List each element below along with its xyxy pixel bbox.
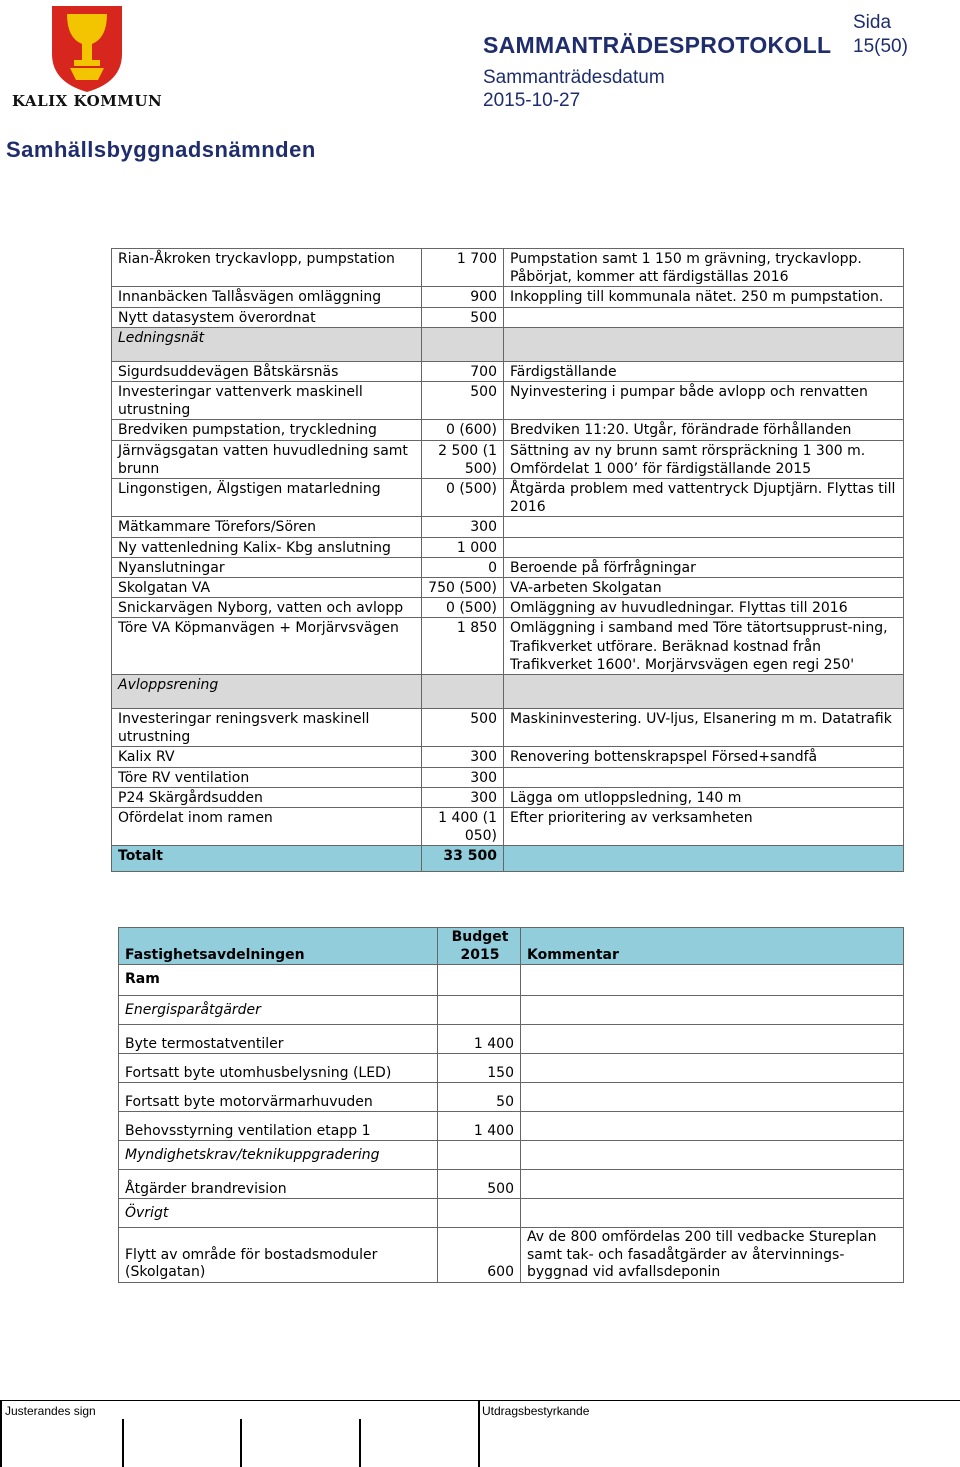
section-amount-cell bbox=[438, 1199, 521, 1228]
table-row bbox=[112, 578, 904, 598]
table-row bbox=[112, 287, 904, 307]
item-comment: Lägga om utloppsledning, 140 m bbox=[504, 787, 904, 807]
section-amount-cell bbox=[422, 327, 504, 361]
section-comment-cell bbox=[504, 327, 904, 361]
table-header-row bbox=[119, 928, 904, 965]
header-kommentar: Kommentar bbox=[521, 928, 904, 965]
item-name: Snickarvägen Nyborg, vatten och avlopp bbox=[112, 598, 422, 618]
item-name: Ny vattenledning Kalix- Kbg anslutning bbox=[112, 537, 422, 557]
table-row bbox=[112, 249, 904, 287]
item-amount: 300 bbox=[422, 767, 504, 787]
item-name: Behovsstyrning ventilation etapp 1 bbox=[119, 1112, 438, 1141]
table-row bbox=[112, 767, 904, 787]
item-name: Fortsatt byte utomhusbelysning (LED) bbox=[119, 1054, 438, 1083]
table-row bbox=[119, 1228, 904, 1283]
item-name: Mätkammare Törefors/Sören bbox=[112, 517, 422, 537]
item-amount: 0 (600) bbox=[422, 420, 504, 440]
item-name: Nytt datasystem överordnat bbox=[112, 307, 422, 327]
table-row bbox=[112, 598, 904, 618]
section-amount-cell bbox=[422, 675, 504, 709]
item-name: Töre RV ventilation bbox=[112, 767, 422, 787]
table-row bbox=[112, 557, 904, 577]
table-row bbox=[112, 618, 904, 675]
table-row bbox=[112, 808, 904, 846]
item-name: Innanbäcken Tallåsvägen omläggning bbox=[112, 287, 422, 307]
logo-text: KALIX KOMMUN bbox=[12, 92, 163, 110]
header-fastighetsavdelningen: Fastighetsavdelningen bbox=[119, 928, 438, 965]
item-amount: 0 bbox=[422, 557, 504, 577]
item-amount: 150 bbox=[438, 1054, 521, 1083]
item-name: Ofördelat inom ramen bbox=[112, 808, 422, 846]
item-amount: 1 000 bbox=[422, 537, 504, 557]
total-row bbox=[112, 846, 904, 872]
item-name: Investeringar vattenverk maskinell utrustning bbox=[112, 382, 422, 420]
table-row bbox=[119, 1170, 904, 1199]
item-amount: 500 bbox=[422, 382, 504, 420]
item-amount: 1 850 bbox=[422, 618, 504, 675]
item-comment bbox=[521, 1112, 904, 1141]
item-comment: VA-arbeten Skolgatan bbox=[504, 578, 904, 598]
total-amount: 33 500 bbox=[422, 846, 504, 872]
item-comment bbox=[504, 767, 904, 787]
item-comment: Färdigställande bbox=[504, 361, 904, 381]
item-comment: Renovering bottenskrapspel Försed+sandfå bbox=[504, 747, 904, 767]
item-comment bbox=[504, 517, 904, 537]
item-amount: 500 bbox=[422, 709, 504, 747]
item-amount: 600 bbox=[438, 1228, 521, 1283]
item-comment bbox=[521, 1170, 904, 1199]
table-row bbox=[112, 517, 904, 537]
ram-label: Ram bbox=[119, 965, 438, 996]
section-row bbox=[119, 1199, 904, 1228]
item-name: Flytt av område för bostadsmoduler (Skolgatan) bbox=[119, 1228, 438, 1283]
table-row bbox=[119, 1083, 904, 1112]
sign-divider bbox=[359, 1419, 361, 1467]
section-comment-cell bbox=[504, 675, 904, 709]
investment-table bbox=[111, 248, 904, 872]
item-amount: 2 500 (1 500) bbox=[422, 440, 504, 478]
item-comment bbox=[521, 1025, 904, 1054]
item-comment: Nyinvestering i pumpar både avlopp och renvatten bbox=[504, 382, 904, 420]
section-heading: Myndighetskrav/teknikuppgradering bbox=[119, 1141, 438, 1170]
table-row bbox=[112, 307, 904, 327]
item-amount: 500 bbox=[422, 307, 504, 327]
ram-comment-cell bbox=[521, 965, 904, 996]
item-name: P24 Skärgårdsudden bbox=[112, 787, 422, 807]
item-amount: 1 400 (1 050) bbox=[422, 808, 504, 846]
sign-divider bbox=[240, 1419, 242, 1467]
item-name: Nyanslutningar bbox=[112, 557, 422, 577]
item-name: Kalix RV bbox=[112, 747, 422, 767]
table-row bbox=[112, 787, 904, 807]
sign-divider bbox=[0, 1401, 2, 1467]
item-amount: 0 (500) bbox=[422, 598, 504, 618]
item-amount: 750 (500) bbox=[422, 578, 504, 598]
item-name: Fortsatt byte motorvärmarhuvuden bbox=[119, 1083, 438, 1112]
item-comment bbox=[521, 1054, 904, 1083]
item-name: Töre VA Köpmanvägen + Morjärvsvägen bbox=[112, 618, 422, 675]
item-amount: 1 700 bbox=[422, 249, 504, 287]
table-row bbox=[112, 382, 904, 420]
item-name: Byte termostatventiler bbox=[119, 1025, 438, 1054]
item-comment: Pumpstation samt 1 150 m grävning, tryckavlopp. Påbörjat, kommer att färdigställas 2016 bbox=[504, 249, 904, 287]
item-comment: Omläggning av huvudledningar. Flyttas till 2016 bbox=[504, 598, 904, 618]
board-name: Samhällsbyggnadsnämnden bbox=[6, 137, 316, 162]
section-amount-cell bbox=[438, 1141, 521, 1170]
meeting-date-label: Sammanträdesdatum bbox=[483, 67, 665, 88]
table-row bbox=[112, 709, 904, 747]
table-row bbox=[119, 1054, 904, 1083]
section-heading: Ledningsnät bbox=[112, 327, 422, 361]
table-row bbox=[112, 440, 904, 478]
section-comment-cell bbox=[521, 996, 904, 1025]
item-comment: Åtgärda problem med vattentryck Djuptjärn. Flyttas till 2016 bbox=[504, 479, 904, 517]
section-row bbox=[112, 327, 904, 361]
item-name: Investeringar reningsverk maskinell utrustning bbox=[112, 709, 422, 747]
item-comment: Efter prioritering av verksamheten bbox=[504, 808, 904, 846]
item-comment: Sättning av ny brunn samt rörspräckning 1 300 m. Omfördelat 1 000’ för färdigställande 2015 bbox=[504, 440, 904, 478]
table-row bbox=[119, 1025, 904, 1054]
item-name: Rian-Åkroken tryckavlopp, pumpstation bbox=[112, 249, 422, 287]
page-number: 15(50) bbox=[853, 36, 908, 57]
utdragsbestyrkande-label: Utdragsbestyrkande bbox=[482, 1404, 590, 1418]
table-row bbox=[112, 537, 904, 557]
table-row bbox=[112, 361, 904, 381]
justerandes-sign-label: Justerandes sign bbox=[5, 1404, 96, 1418]
item-name: Järnvägsgatan vatten huvudledning samt brunn bbox=[112, 440, 422, 478]
item-amount: 1 400 bbox=[438, 1025, 521, 1054]
section-row bbox=[112, 675, 904, 709]
item-amount: 0 (500) bbox=[422, 479, 504, 517]
table-row bbox=[112, 479, 904, 517]
section-amount-cell bbox=[438, 996, 521, 1025]
section-row bbox=[119, 1141, 904, 1170]
section-heading: Avloppsrening bbox=[112, 675, 422, 709]
item-name: Bredviken pumpstation, tryckledning bbox=[112, 420, 422, 440]
item-comment: Maskininvestering. UV-ljus, Elsanering m m. Datatrafik bbox=[504, 709, 904, 747]
item-amount: 300 bbox=[422, 787, 504, 807]
item-name: Lingonstigen, Älgstigen matarledning bbox=[112, 479, 422, 517]
page-label: Sida bbox=[853, 12, 892, 33]
item-amount: 700 bbox=[422, 361, 504, 381]
document-title: SAMMANTRÄDESPROTOKOLL bbox=[483, 32, 832, 58]
section-comment-cell bbox=[521, 1141, 904, 1170]
sign-divider bbox=[122, 1419, 124, 1467]
coat-of-arms-icon bbox=[12, 4, 162, 94]
section-heading: Energisparåtgärder bbox=[119, 996, 438, 1025]
item-name: Åtgärder brandrevision bbox=[119, 1170, 438, 1199]
item-name: Sigurdsuddevägen Båtskärsnäs bbox=[112, 361, 422, 381]
item-comment bbox=[504, 307, 904, 327]
item-comment: Bredviken 11:20. Utgår, förändrade förhållanden bbox=[504, 420, 904, 440]
ram-amount-cell bbox=[438, 965, 521, 996]
total-comment-cell bbox=[504, 846, 904, 872]
table-row bbox=[119, 1112, 904, 1141]
total-label: Totalt bbox=[112, 846, 422, 872]
header-budget: Budget 2015 bbox=[438, 928, 521, 965]
property-table bbox=[118, 927, 904, 1283]
item-comment: Av de 800 omfördelas 200 till vedbacke Stureplan samt tak- och fasadåtgärder av återvinnings-byggnad vid avfallsdeponin bbox=[521, 1228, 904, 1283]
item-amount: 900 bbox=[422, 287, 504, 307]
item-comment bbox=[521, 1083, 904, 1112]
item-amount: 300 bbox=[422, 517, 504, 537]
sign-divider bbox=[478, 1401, 480, 1467]
item-amount: 300 bbox=[422, 747, 504, 767]
table-row bbox=[112, 747, 904, 767]
item-amount: 50 bbox=[438, 1083, 521, 1112]
ram-row bbox=[119, 965, 904, 996]
item-comment: Beroende på förfrågningar bbox=[504, 557, 904, 577]
table-row bbox=[112, 420, 904, 440]
section-heading: Övrigt bbox=[119, 1199, 438, 1228]
item-comment: Omläggning i samband med Töre tätortsupprust-ning, Trafikverket utförare. Beräknad kostnad från Trafikverket 1600'. Morjärvsvägen egen regi 250' bbox=[504, 618, 904, 675]
item-comment: Inkoppling till kommunala nätet. 250 m pumpstation. bbox=[504, 287, 904, 307]
item-amount: 500 bbox=[438, 1170, 521, 1199]
item-name: Skolgatan VA bbox=[112, 578, 422, 598]
section-comment-cell bbox=[521, 1199, 904, 1228]
section-row bbox=[119, 996, 904, 1025]
kalix-kommun-logo bbox=[12, 4, 162, 114]
item-comment bbox=[504, 537, 904, 557]
meeting-date: 2015-10-27 bbox=[483, 90, 581, 111]
footer-signature-box bbox=[0, 1400, 960, 1467]
item-amount: 1 400 bbox=[438, 1112, 521, 1141]
